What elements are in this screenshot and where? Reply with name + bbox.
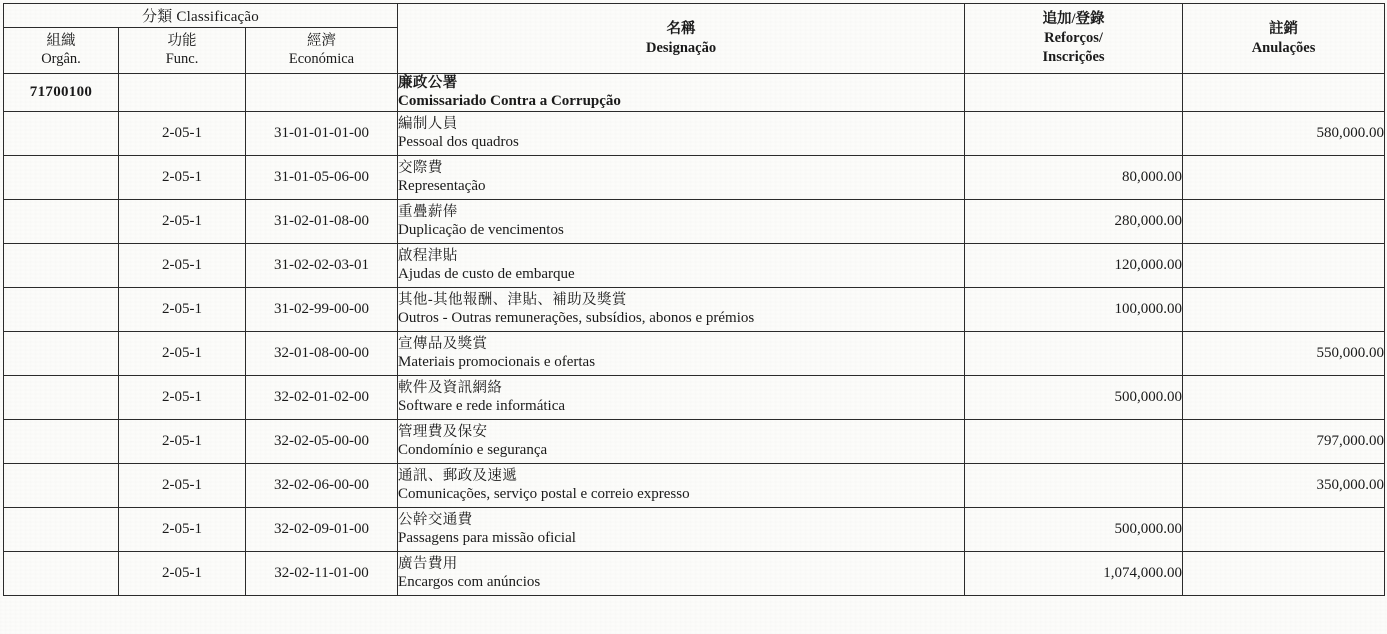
header-reinforcements-pt2: Inscrições bbox=[1042, 48, 1105, 65]
header-reinforcements bbox=[965, 4, 1183, 74]
cell-econ: 32-02-06-00-00 bbox=[246, 464, 398, 508]
cell-cancellations: 797,000.00 bbox=[1183, 420, 1385, 464]
cell-cancellations bbox=[1183, 376, 1385, 420]
cell-cancellations: 580,000.00 bbox=[1183, 112, 1385, 156]
cell-designation bbox=[398, 332, 965, 376]
table-row bbox=[4, 244, 1385, 288]
header-column-org-zh: 組織 bbox=[46, 32, 76, 49]
header-designation bbox=[398, 4, 965, 74]
cell-organ bbox=[4, 420, 119, 464]
designation-pt: Ajudas de custo de embarque bbox=[398, 266, 575, 283]
designation-pt: Passagens para missão oficial bbox=[398, 530, 576, 547]
designation-pt: Software e rede informática bbox=[398, 398, 566, 415]
header-column-econ bbox=[246, 28, 398, 74]
cell-designation bbox=[398, 552, 965, 596]
designation-zh: 其他-其他報酬、津貼、補助及獎賞 bbox=[398, 291, 627, 308]
cell-func bbox=[119, 74, 246, 112]
header-column-org bbox=[4, 28, 119, 74]
header-column-func-pt: Func. bbox=[165, 50, 199, 67]
table-row bbox=[4, 376, 1385, 420]
cell-reinforcements: 500,000.00 bbox=[965, 508, 1183, 552]
designation-pt: Encargos com anúncios bbox=[398, 574, 541, 591]
cell-func: 2-05-1 bbox=[119, 112, 246, 156]
cell-designation bbox=[398, 288, 965, 332]
cell-organ bbox=[4, 112, 119, 156]
header-column-func-zh: 功能 bbox=[167, 32, 197, 49]
budget-table bbox=[3, 3, 1385, 596]
table-row bbox=[4, 420, 1385, 464]
cell-organ: 71700100 bbox=[4, 74, 119, 112]
cell-designation bbox=[398, 112, 965, 156]
designation-pt: Representação bbox=[398, 178, 486, 195]
cell-econ: 31-02-01-08-00 bbox=[246, 200, 398, 244]
table-row bbox=[4, 552, 1385, 596]
cell-reinforcements bbox=[965, 332, 1183, 376]
cell-func: 2-05-1 bbox=[119, 156, 246, 200]
cell-econ: 32-02-09-01-00 bbox=[246, 508, 398, 552]
designation-pt: Comunicações, serviço postal e correio expresso bbox=[398, 486, 690, 503]
cell-econ bbox=[246, 74, 398, 112]
designation-zh: 管理費及保安 bbox=[398, 423, 488, 440]
cell-econ: 31-01-01-01-00 bbox=[246, 112, 398, 156]
designation-zh: 通訊、郵政及速遞 bbox=[398, 467, 518, 484]
cell-func: 2-05-1 bbox=[119, 288, 246, 332]
designation-pt: Comissariado Contra a Corrupção bbox=[398, 93, 621, 110]
cell-func: 2-05-1 bbox=[119, 244, 246, 288]
cell-econ: 32-02-05-00-00 bbox=[246, 420, 398, 464]
cell-designation bbox=[398, 420, 965, 464]
cell-econ: 31-02-02-03-01 bbox=[246, 244, 398, 288]
table-row bbox=[4, 508, 1385, 552]
cell-cancellations bbox=[1183, 288, 1385, 332]
header-column-econ-pt: Económica bbox=[288, 50, 355, 67]
cell-designation bbox=[398, 464, 965, 508]
cell-organ bbox=[4, 464, 119, 508]
cell-reinforcements bbox=[965, 74, 1183, 112]
cell-reinforcements bbox=[965, 112, 1183, 156]
table-row bbox=[4, 74, 1385, 112]
designation-zh: 廣告費用 bbox=[398, 555, 458, 572]
cell-organ bbox=[4, 508, 119, 552]
cell-cancellations bbox=[1183, 508, 1385, 552]
designation-zh: 宣傳品及獎賞 bbox=[398, 335, 488, 352]
header-reinforcements-pt: Reforços/ bbox=[1044, 30, 1103, 47]
cell-reinforcements: 500,000.00 bbox=[965, 376, 1183, 420]
cell-reinforcements: 100,000.00 bbox=[965, 288, 1183, 332]
table-row bbox=[4, 156, 1385, 200]
cell-cancellations bbox=[1183, 244, 1385, 288]
cell-organ bbox=[4, 156, 119, 200]
cell-cancellations bbox=[1183, 156, 1385, 200]
cell-econ: 31-01-05-06-00 bbox=[246, 156, 398, 200]
cell-func: 2-05-1 bbox=[119, 200, 246, 244]
cell-reinforcements bbox=[965, 464, 1183, 508]
cell-cancellations bbox=[1183, 200, 1385, 244]
cell-econ: 32-01-08-00-00 bbox=[246, 332, 398, 376]
cell-econ: 31-02-99-00-00 bbox=[246, 288, 398, 332]
designation-zh: 啟程津貼 bbox=[398, 247, 458, 264]
designation-zh: 重疊薪俸 bbox=[398, 203, 458, 220]
cell-organ bbox=[4, 200, 119, 244]
cell-func: 2-05-1 bbox=[119, 552, 246, 596]
cell-organ bbox=[4, 244, 119, 288]
cell-econ: 32-02-11-01-00 bbox=[246, 552, 398, 596]
cell-cancellations: 350,000.00 bbox=[1183, 464, 1385, 508]
cell-reinforcements: 120,000.00 bbox=[965, 244, 1183, 288]
designation-zh: 廉政公署 bbox=[398, 74, 458, 91]
header-cancellations-zh: 註銷 bbox=[1269, 20, 1299, 37]
cell-designation bbox=[398, 156, 965, 200]
header-cancellations bbox=[1183, 4, 1385, 74]
cell-func: 2-05-1 bbox=[119, 420, 246, 464]
designation-zh: 軟件及資訊網絡 bbox=[398, 379, 503, 396]
header-classification-group: 分類 Classificação bbox=[4, 4, 398, 28]
cell-designation bbox=[398, 74, 965, 112]
table-row bbox=[4, 464, 1385, 508]
designation-pt: Condomínio e segurança bbox=[398, 442, 548, 459]
cell-designation bbox=[398, 244, 965, 288]
table-row bbox=[4, 112, 1385, 156]
table-row bbox=[4, 288, 1385, 332]
designation-pt: Outros - Outras remunerações, subsídios, abonos e prémios bbox=[398, 310, 755, 327]
cell-reinforcements: 1,074,000.00 bbox=[965, 552, 1183, 596]
header-reinforcements-zh: 追加/登錄 bbox=[1042, 11, 1105, 28]
cell-organ bbox=[4, 332, 119, 376]
cell-reinforcements bbox=[965, 420, 1183, 464]
table-row bbox=[4, 332, 1385, 376]
table-body bbox=[4, 74, 1385, 596]
table-row bbox=[4, 200, 1385, 244]
header-column-func bbox=[119, 28, 246, 74]
designation-pt: Pessoal dos quadros bbox=[398, 134, 519, 151]
cell-designation bbox=[398, 200, 965, 244]
cell-designation bbox=[398, 508, 965, 552]
cell-designation bbox=[398, 376, 965, 420]
cell-cancellations bbox=[1183, 552, 1385, 596]
cell-reinforcements: 280,000.00 bbox=[965, 200, 1183, 244]
cell-organ bbox=[4, 376, 119, 420]
designation-zh: 交際費 bbox=[398, 159, 443, 176]
cell-cancellations: 550,000.00 bbox=[1183, 332, 1385, 376]
designation-zh: 編制人員 bbox=[398, 115, 458, 132]
header-designation-zh: 名稱 bbox=[666, 20, 696, 37]
header-column-org-pt: Orgân. bbox=[41, 50, 81, 67]
designation-zh: 公幹交通費 bbox=[398, 511, 473, 528]
cell-func: 2-05-1 bbox=[119, 464, 246, 508]
designation-pt: Materiais promocionais e ofertas bbox=[398, 354, 596, 371]
header-designation-pt: Designação bbox=[645, 39, 717, 56]
cell-func: 2-05-1 bbox=[119, 376, 246, 420]
header-column-econ-zh: 經濟 bbox=[307, 32, 337, 49]
cell-organ bbox=[4, 288, 119, 332]
cell-econ: 32-02-01-02-00 bbox=[246, 376, 398, 420]
cell-organ bbox=[4, 552, 119, 596]
table-header bbox=[4, 4, 1385, 74]
header-cancellations-pt: Anulações bbox=[1251, 39, 1316, 56]
cell-reinforcements: 80,000.00 bbox=[965, 156, 1183, 200]
cell-func: 2-05-1 bbox=[119, 332, 246, 376]
cell-func: 2-05-1 bbox=[119, 508, 246, 552]
designation-pt: Duplicação de vencimentos bbox=[398, 222, 564, 239]
cell-cancellations bbox=[1183, 74, 1385, 112]
